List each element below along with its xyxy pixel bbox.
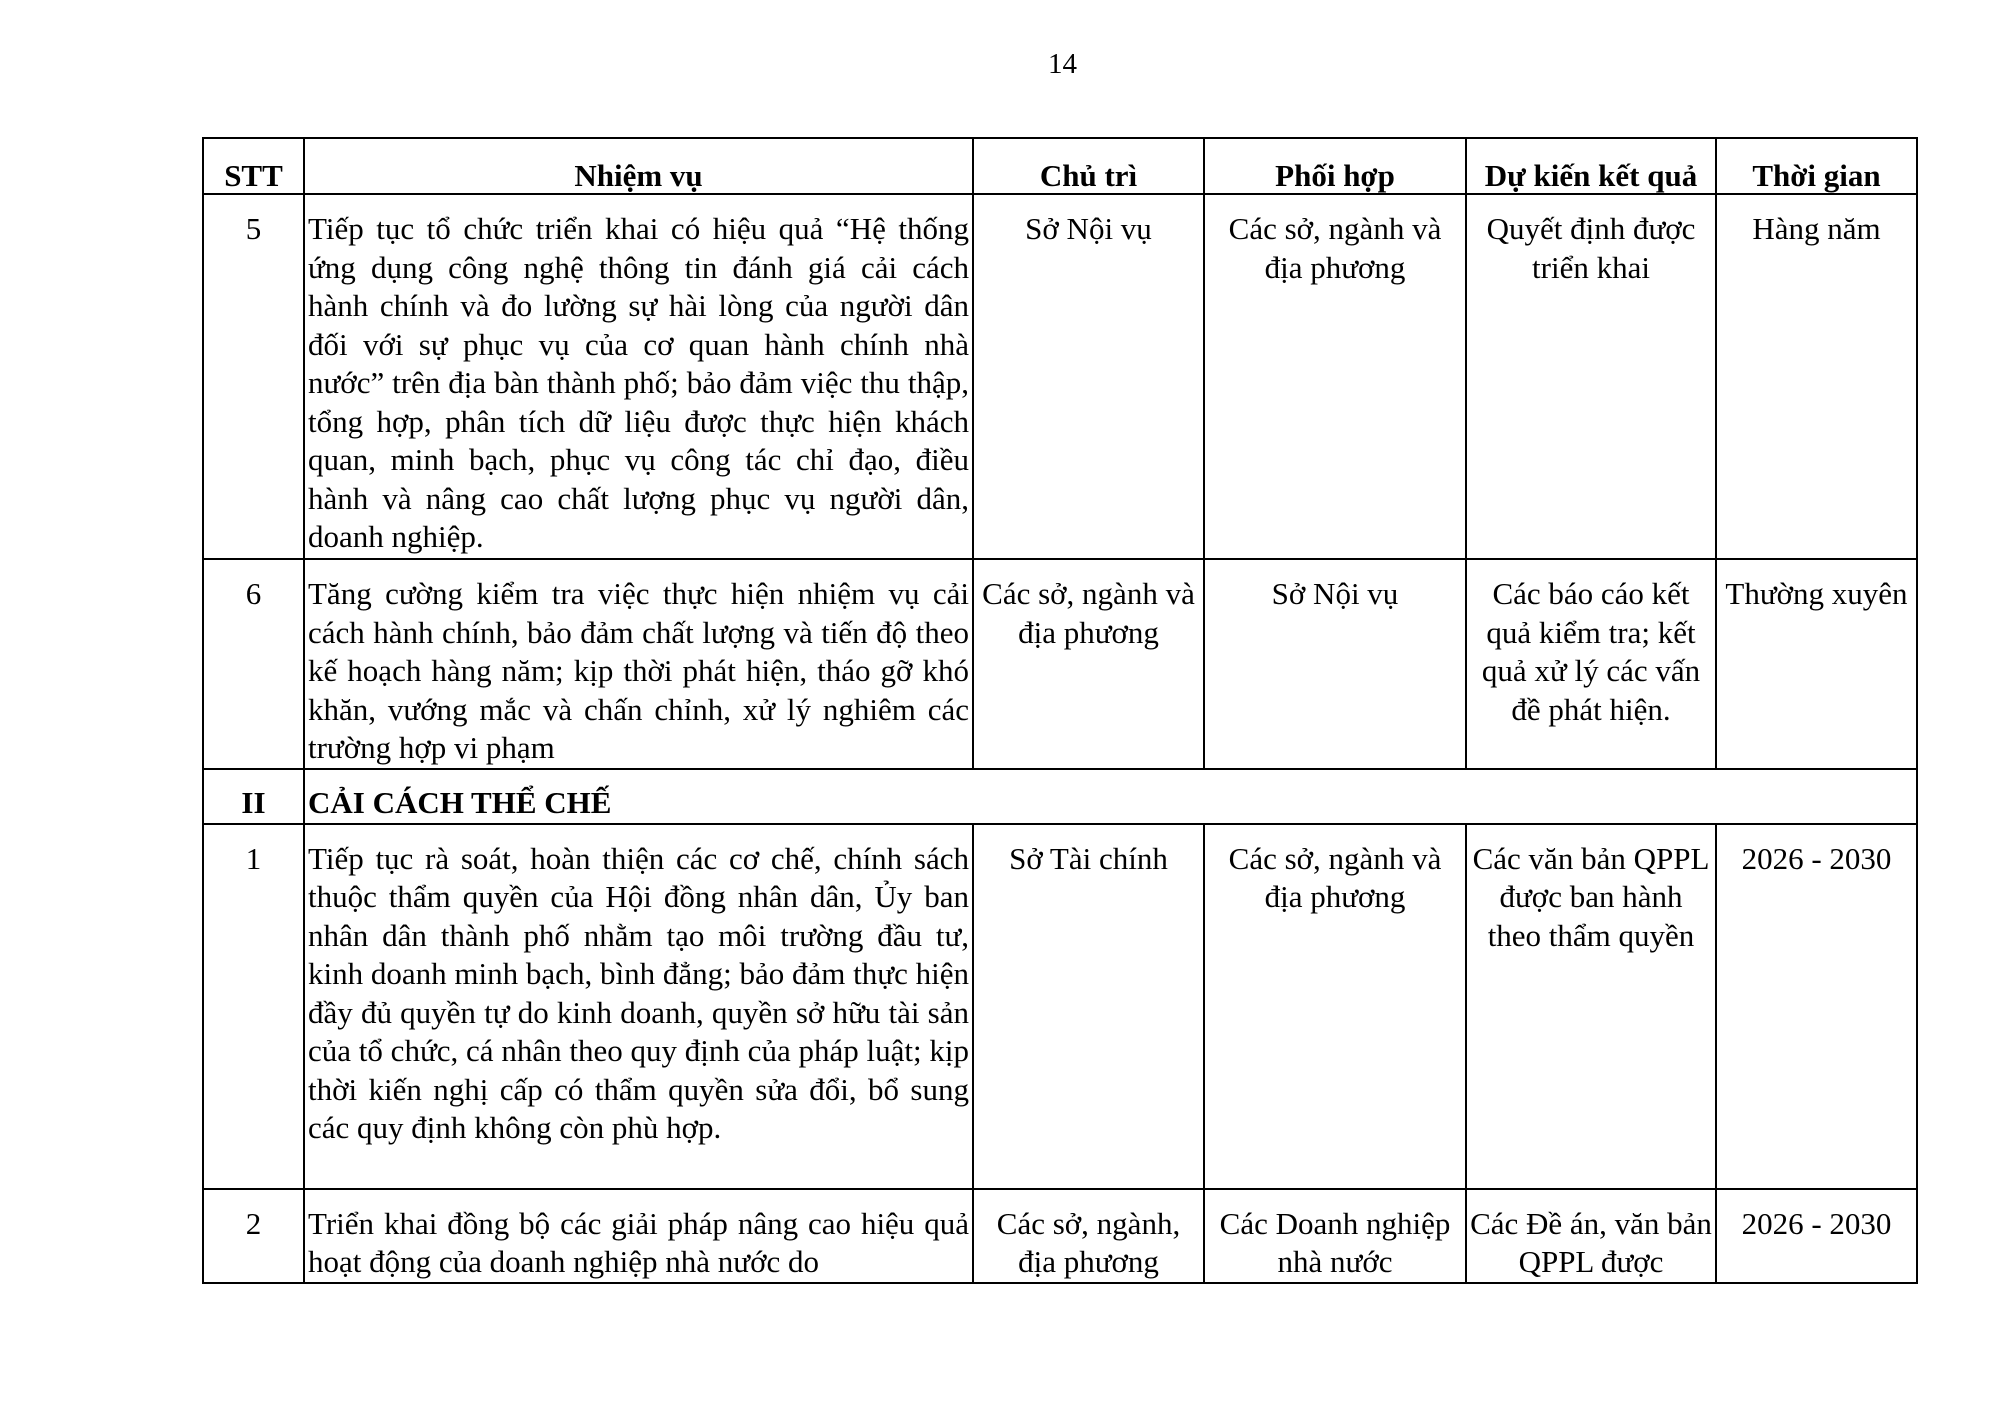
- cell-expected-result: Các Đề án, văn bản QPPL được: [1466, 1189, 1716, 1283]
- section-row: [203, 769, 1917, 824]
- cell-lead: Các sở, ngành và địa phương: [973, 559, 1204, 769]
- table-row: [203, 559, 1917, 769]
- task-plan-table: [202, 137, 1918, 1284]
- cell-time: 2026 - 2030: [1716, 824, 1917, 1189]
- header-lead: Chủ trì: [973, 138, 1204, 194]
- section-number: II: [203, 769, 304, 824]
- cell-coordination: Các sở, ngành và địa phương: [1204, 824, 1466, 1189]
- header-expected-result: Dự kiến kết quả: [1466, 138, 1716, 194]
- header-task: Nhiệm vụ: [304, 138, 973, 194]
- cell-coordination: Các Doanh nghiệp nhà nước: [1204, 1189, 1466, 1283]
- cell-expected-result: Các văn bản QPPL được ban hành theo thẩm quyền: [1466, 824, 1716, 1189]
- cell-task: Triển khai đồng bộ các giải pháp nâng cao hiệu quả hoạt động của doanh nghiệp nhà nước do: [304, 1189, 973, 1283]
- cell-time: Thường xuyên: [1716, 559, 1917, 769]
- cell-lead: Sở Nội vụ: [973, 194, 1204, 559]
- cell-expected-result: Các báo cáo kết quả kiểm tra; kết quả xử lý các vấn đề phát hiện.: [1466, 559, 1716, 769]
- table-row: [203, 1189, 1917, 1283]
- page-number: 14: [1048, 48, 1077, 80]
- cell-task: Tiếp tục rà soát, hoàn thiện các cơ chế, chính sách thuộc thẩm quyền của Hội đồng nhân dân, Ủy ban nhân dân thành phố nhằm tạo môi trường đầu tư, kinh doanh minh bạch, bình đẳng; bảo đảm thực hiện đầy đủ quyền tự do kinh doanh, quyền sở hữu tài sản của tổ chức, cá nhân theo quy định của pháp luật; kịp thời kiến nghị cấp có thẩm quyền sửa đổi, bổ sung các quy định không còn phù hợp.: [304, 824, 973, 1189]
- cell-task: Tiếp tục tổ chức triển khai có hiệu quả “Hệ thống ứng dụng công nghệ thông tin đánh giá cải cách hành chính và đo lường sự hài lòng của người dân đối với sự phục vụ của cơ quan hành chính nhà nước” trên địa bàn thành phố; bảo đảm việc thu thập, tổng hợp, phân tích dữ liệu được thực hiện khách quan, minh bạch, phục vụ công tác chỉ đạo, điều hành và nâng cao chất lượng phục vụ người dân, doanh nghiệp.: [304, 194, 973, 559]
- table-row: [203, 194, 1917, 559]
- cell-time: 2026 - 2030: [1716, 1189, 1917, 1283]
- cell-stt: 1: [203, 824, 304, 1189]
- cell-coordination: Sở Nội vụ: [1204, 559, 1466, 769]
- header-time: Thời gian: [1716, 138, 1917, 194]
- table-row: [203, 824, 1917, 1189]
- cell-expected-result: Quyết định được triển khai: [1466, 194, 1716, 559]
- cell-stt: 6: [203, 559, 304, 769]
- table-header-row: [203, 138, 1917, 194]
- cell-coordination: Các sở, ngành và địa phương: [1204, 194, 1466, 559]
- header-coordination: Phối hợp: [1204, 138, 1466, 194]
- cell-lead: Sở Tài chính: [973, 824, 1204, 1189]
- cell-stt: 5: [203, 194, 304, 559]
- cell-task: Tăng cường kiểm tra việc thực hiện nhiệm vụ cải cách hành chính, bảo đảm chất lượng và tiến độ theo kế hoạch hàng năm; kịp thời phát hiện, tháo gỡ khó khăn, vướng mắc và chấn chỉnh, xử lý nghiêm các trường hợp vi phạm: [304, 559, 973, 769]
- cell-stt: 2: [203, 1189, 304, 1283]
- cell-time: Hàng năm: [1716, 194, 1917, 559]
- cell-lead: Các sở, ngành, địa phương: [973, 1189, 1204, 1283]
- section-title: CẢI CÁCH THỂ CHẾ: [304, 769, 1917, 824]
- header-stt: STT: [203, 138, 304, 194]
